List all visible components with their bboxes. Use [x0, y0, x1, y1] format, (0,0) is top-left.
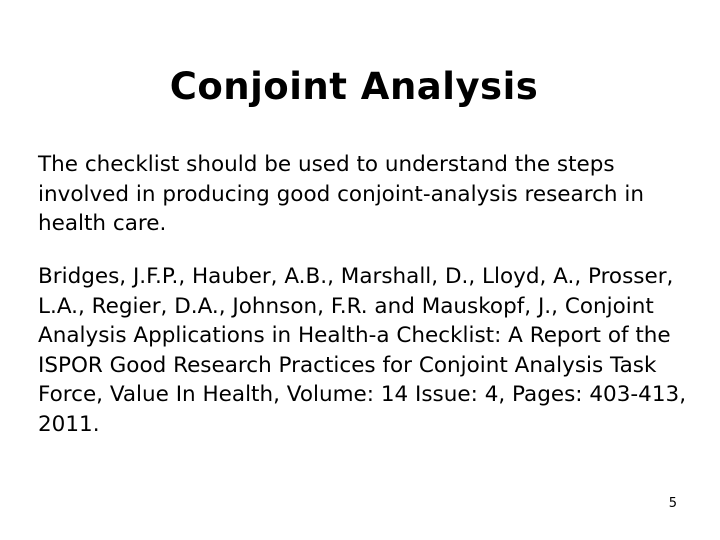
slide-title: Conjoint Analysis — [169, 65, 539, 108]
checklist-description: The checklist should be used to understand the steps involved in producing good conjoint-analysis research in health care. — [38, 152, 644, 236]
page-number: 5 — [668, 496, 677, 511]
citation-reference: Bridges, J.F.P., Hauber, A.B., Marshall, D., Lloyd, A., Prosser, L.A., Regier, D.A., Johnson, F.R. and Mauskopf, J., Conjoint Analysis Applications in Health-a Checklist: A Report of the ISPOR Good Research Practices for Conjoint Analysis Task Force, Value In Health, Volume: 14 Issue: 4, Pages: 403-413, 2011. — [38, 264, 687, 437]
